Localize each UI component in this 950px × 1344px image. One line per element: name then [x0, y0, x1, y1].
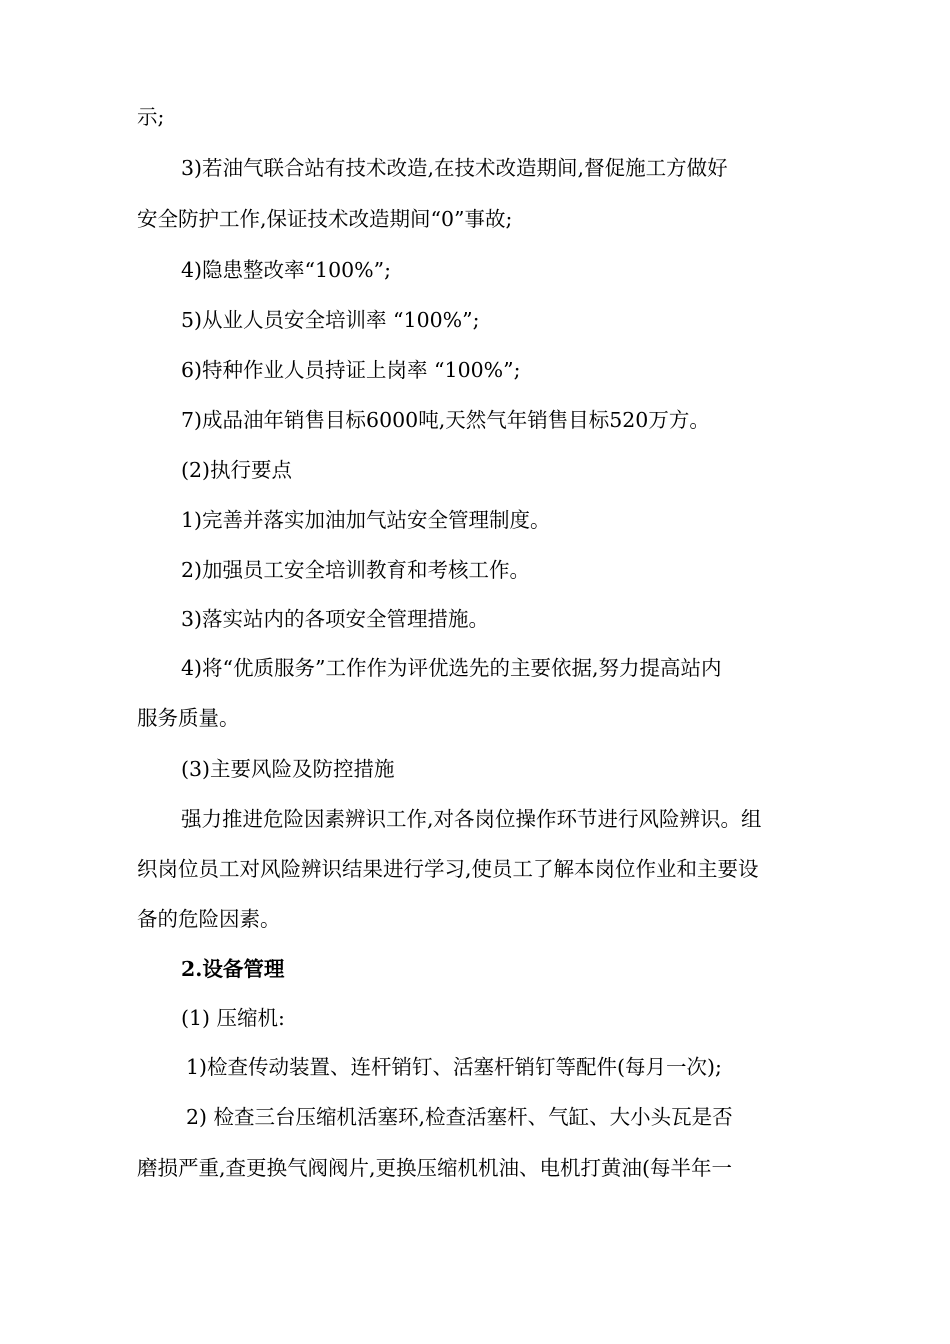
text-line-item-7: 7)成品油年销售目标6000吨,天然气年销售目标520万方。 — [181, 408, 710, 432]
text-line-item-5: 5)从业人员安全培训率 “100%”; — [181, 308, 480, 332]
heading-equipment-management: 2.设备管理 — [181, 957, 285, 981]
text-line-exec-1: 1)完善并落实加油加气站安全管理制度。 — [181, 508, 551, 532]
subheading-compressor: (1) 压缩机: — [181, 1006, 285, 1030]
text-line-exec-3: 3)落实站内的各项安全管理措施。 — [181, 607, 490, 631]
text-line-exec-4-cont: 服务质量。 — [137, 706, 240, 730]
subheading-execution-points: (2)执行要点 — [181, 458, 293, 482]
text-line-compressor-2-cont: 磨损严重,查更换气阀阀片,更换压缩机机油、电机打黄油(每半年一 — [137, 1156, 733, 1180]
text-line-item-3-cont: 安全防护工作,保证技术改造期间“0”事故; — [137, 207, 513, 231]
text-line-item-3: 3)若油气联合站有技术改造,在技术改造期间,督促施工方做好 — [181, 156, 728, 180]
text-line-compressor-2: 2) 检查三台压缩机活塞环,检查活塞杆、气缸、大小头瓦是否 — [186, 1105, 733, 1129]
text-line-exec-4: 4)将“优质服务”工作作为评优选先的主要依据,努力提高站内 — [181, 656, 722, 680]
text-line-compressor-1: 1)检查传动装置、连杆销钉、活塞杆销钉等配件(每月一次); — [186, 1055, 722, 1079]
text-line-risk-para-3: 备的危险因素。 — [137, 907, 281, 931]
text-line-item-6: 6)特种作业人员持证上岗率 “100%”; — [181, 358, 521, 382]
text-line-risk-para-2: 织岗位员工对风险辨识结果进行学习,使员工了解本岗位作业和主要设 — [137, 857, 759, 881]
text-line-exec-2: 2)加强员工安全培训教育和考核工作。 — [181, 558, 531, 582]
text-line-item-4: 4)隐患整改率“100%”; — [181, 258, 392, 282]
subheading-risk-control: (3)主要风险及防控措施 — [181, 757, 395, 781]
text-line-risk-para-1: 强力推进危险因素辨识工作,对各岗位操作环节进行风险辨识。组 — [181, 807, 762, 831]
text-line-continuation: 示; — [137, 105, 165, 129]
